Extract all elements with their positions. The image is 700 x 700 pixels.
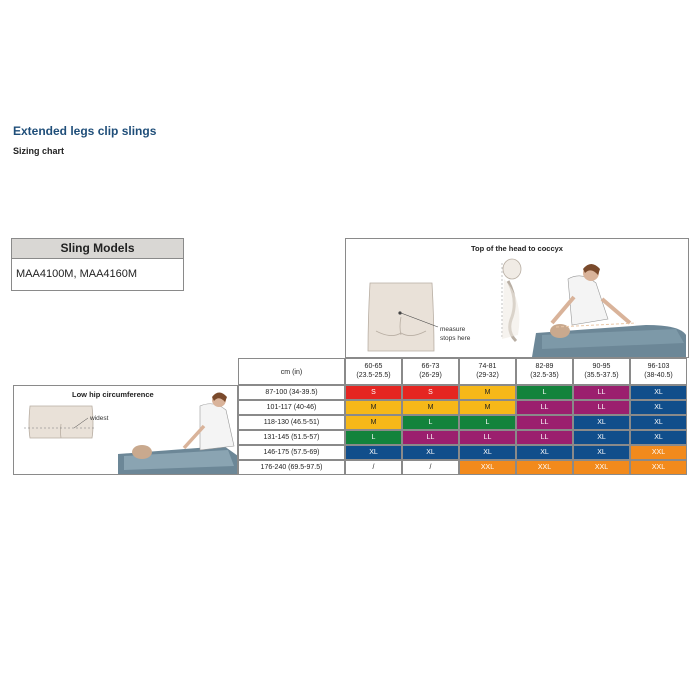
column-header-in: (26-29) [419,372,442,379]
size-cell: XL [573,445,630,460]
size-cell: LL [573,385,630,400]
size-cell: XXL [516,460,573,475]
page-subtitle: Sizing chart [13,146,65,156]
size-cell: LL [516,415,573,430]
size-cell: XL [573,430,630,445]
size-cell: XXL [459,460,516,475]
size-cell: M [345,400,402,415]
size-cell: XL [345,445,402,460]
low-hip-illustration [14,386,238,475]
size-cell: M [459,400,516,415]
size-cell: L [345,430,402,445]
size-cell: XXL [630,460,687,475]
size-cell: XL [630,415,687,430]
size-cell: / [402,460,459,475]
column-header [516,358,573,385]
column-header-cm: 90-95 [592,363,611,370]
row-label: 118-130 (46.5-51) [238,415,345,430]
size-cell: XL [630,430,687,445]
column-header [573,358,630,385]
size-cell: XL [402,445,459,460]
low-hip-panel [13,385,238,475]
column-header-in: (35.5-37.5) [584,372,619,379]
size-cell: XXL [573,460,630,475]
column-header [459,358,516,385]
size-cell: LL [516,400,573,415]
column-header-cm: 60-65 [364,363,383,370]
measure-note-line2: stops here [440,335,471,342]
sling-models-heading: Sling Models [12,239,183,259]
measure-note-line1: measure [440,326,466,333]
low-hip-title: Low hip circumference [72,390,154,399]
column-header [402,358,459,385]
row-label: 131-145 (51.5-57) [238,430,345,445]
size-cell: M [345,415,402,430]
column-header-cm: 96-103 [647,363,670,370]
row-label: 176-240 (69.5-97.5) [238,460,345,475]
column-header-cm: 66-73 [421,363,440,370]
size-cell: LL [459,430,516,445]
size-cell: M [459,385,516,400]
size-cell: / [345,460,402,475]
size-cell: L [459,415,516,430]
sling-models-box [11,238,184,291]
head-to-coccyx-title: Top of the head to coccyx [471,244,563,253]
size-cell: S [345,385,402,400]
size-cell: XXL [630,445,687,460]
size-cell: LL [402,430,459,445]
column-header-cm: 82-89 [535,363,554,370]
size-cell: XL [459,445,516,460]
size-cell: L [516,385,573,400]
size-cell: LL [516,430,573,445]
size-cell: XL [630,400,687,415]
column-header-cm: 74-81 [478,363,497,370]
size-cell: XL [516,445,573,460]
size-cell: L [402,415,459,430]
size-cell: S [402,385,459,400]
column-header-in: (32.5-35) [530,372,559,379]
widest-label: widest [90,415,109,422]
head-to-coccyx-panel [345,238,689,358]
head-to-coccyx-illustration [346,239,689,358]
size-cell: XL [573,415,630,430]
size-cell: XL [630,385,687,400]
row-label: 146-175 (57.5-69) [238,445,345,460]
page-title: Extended legs clip slings [13,124,157,138]
row-label: 101-117 (40-46) [238,400,345,415]
column-header-in: (23.5-25.5) [356,372,391,379]
column-header [630,358,687,385]
column-header-in: (29-32) [476,372,499,379]
column-header [345,358,402,385]
sling-models-value: MAA4100M, MAA4160M [16,268,138,280]
size-cell: LL [573,400,630,415]
column-header-in: (38-40.5) [644,372,673,379]
size-cell: M [402,400,459,415]
unit-label: cm (in) [238,358,345,385]
row-label: 87-100 (34-39.5) [238,385,345,400]
